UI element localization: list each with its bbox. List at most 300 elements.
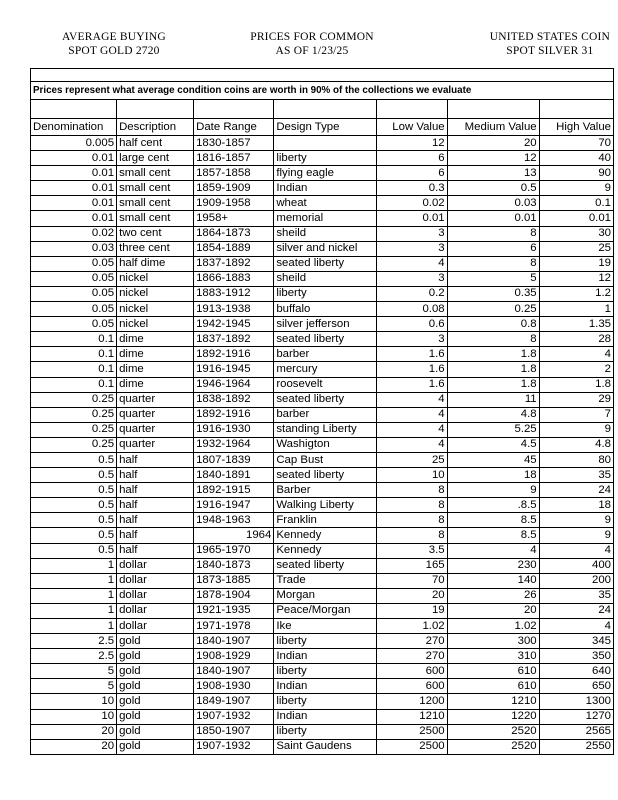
cell-medium-value: 310	[447, 649, 539, 664]
table-row	[31, 302, 613, 317]
cell-high-value: 24	[539, 483, 613, 498]
cell-high-value: 1.2	[539, 286, 613, 301]
cell-high-value: 1	[539, 302, 613, 317]
cell-high-value: 9	[539, 513, 613, 528]
cell-design-type: Indian	[274, 709, 377, 724]
cell-medium-value: 0.25	[447, 302, 539, 317]
cell-design-type: seated liberty	[274, 468, 377, 483]
cell-description: quarter	[117, 392, 194, 407]
cell-design-type: memorial	[274, 211, 377, 226]
cell-low-value: 1.02	[377, 619, 448, 634]
cell-date-range: 1816-1857	[194, 151, 274, 166]
table-row	[31, 332, 613, 347]
cell-design-type: Kennedy	[274, 543, 377, 558]
cell-high-value: 90	[539, 166, 613, 181]
cell-medium-value: 4	[447, 543, 539, 558]
blank-cell	[447, 100, 539, 119]
cell-date-range: 1892-1915	[194, 483, 274, 498]
cell-medium-value: 5	[447, 271, 539, 286]
cell-high-value: 2565	[539, 724, 613, 739]
header-right	[490, 30, 610, 58]
table-row	[31, 136, 613, 151]
cell-low-value: 165	[377, 558, 448, 573]
blank-row	[31, 100, 613, 119]
cell-description: half	[117, 513, 194, 528]
cell-date-range: 1840-1907	[194, 634, 274, 649]
cell-low-value: 1.6	[377, 362, 448, 377]
cell-denomination: 0.5	[31, 543, 117, 558]
table-row	[31, 166, 613, 181]
cell-denomination: 0.5	[31, 528, 117, 543]
cell-design-type: sheild	[274, 271, 377, 286]
cell-description: dime	[117, 347, 194, 362]
cell-high-value: 80	[539, 452, 613, 467]
cell-description: gold	[117, 694, 194, 709]
cell-high-value: 35	[539, 588, 613, 603]
blank-cell	[31, 100, 117, 119]
blank-cell	[539, 100, 613, 119]
cell-design-type: Saint Gaudens	[274, 739, 377, 754]
table-row	[31, 739, 613, 754]
cell-date-range: 1921-1935	[194, 603, 274, 618]
cell-denomination: 1	[31, 619, 117, 634]
cell-high-value: 7	[539, 407, 613, 422]
cell-medium-value: 8	[447, 332, 539, 347]
cell-denomination: 0.01	[31, 166, 117, 181]
cell-date-range: 1859-1909	[194, 181, 274, 196]
cell-design-type: Indian	[274, 181, 377, 196]
price-sheet	[30, 68, 614, 755]
cell-design-type: Trade	[274, 573, 377, 588]
col-header-medium-value: Medium Value	[447, 119, 539, 136]
table-row	[31, 528, 613, 543]
cell-low-value: 0.6	[377, 317, 448, 332]
cell-high-value: 12	[539, 271, 613, 286]
cell-design-type: Franklin	[274, 513, 377, 528]
cell-high-value: 1270	[539, 709, 613, 724]
cell-design-type: seated liberty	[274, 256, 377, 271]
cell-low-value: 6	[377, 151, 448, 166]
cell-date-range: 1971-1978	[194, 619, 274, 634]
cell-description: two cent	[117, 226, 194, 241]
cell-description: gold	[117, 649, 194, 664]
table-row	[31, 709, 613, 724]
cell-high-value: 29	[539, 392, 613, 407]
cell-date-range: 1907-1932	[194, 709, 274, 724]
cell-description: small cent	[117, 196, 194, 211]
cell-high-value: 4.8	[539, 437, 613, 452]
cell-design-type: standing Liberty	[274, 422, 377, 437]
cell-design-type: seated liberty	[274, 392, 377, 407]
blank-cell	[117, 100, 194, 119]
cell-high-value: 18	[539, 498, 613, 513]
table-row	[31, 317, 613, 332]
cell-design-type: seated liberty	[274, 558, 377, 573]
table-row	[31, 724, 613, 739]
cell-design-type: Ike	[274, 619, 377, 634]
cell-medium-value: 11	[447, 392, 539, 407]
col-header-low-value: Low Value	[377, 119, 448, 136]
cell-medium-value: 20	[447, 136, 539, 151]
table-row	[31, 226, 613, 241]
header-middle-line-1: PRICES FOR COMMON	[250, 31, 374, 43]
cell-medium-value: 8.5	[447, 513, 539, 528]
table-row	[31, 181, 613, 196]
cell-denomination: 0.5	[31, 498, 117, 513]
table-row	[31, 513, 613, 528]
cell-description: half	[117, 543, 194, 558]
cell-medium-value: 26	[447, 588, 539, 603]
cell-denomination: 1	[31, 573, 117, 588]
cell-medium-value: 300	[447, 634, 539, 649]
cell-date-range: 1840-1907	[194, 664, 274, 679]
cell-high-value: 1.35	[539, 317, 613, 332]
cell-high-value: 70	[539, 136, 613, 151]
cell-low-value: 3	[377, 271, 448, 286]
cell-date-range: 1909-1958	[194, 196, 274, 211]
cell-denomination: 0.05	[31, 271, 117, 286]
table-row	[31, 498, 613, 513]
cell-design-type: Morgan	[274, 588, 377, 603]
table-row	[31, 573, 613, 588]
cell-low-value: 8	[377, 528, 448, 543]
cell-denomination: 0.05	[31, 302, 117, 317]
cell-description: dime	[117, 377, 194, 392]
cell-design-type: buffalo	[274, 302, 377, 317]
cell-medium-value: 13	[447, 166, 539, 181]
empty-grid-row	[31, 69, 613, 82]
cell-design-type	[274, 136, 377, 151]
cell-denomination: 0.25	[31, 407, 117, 422]
cell-medium-value: 610	[447, 679, 539, 694]
cell-denomination: 0.1	[31, 377, 117, 392]
cell-medium-value: 5.25	[447, 422, 539, 437]
cell-date-range: 1942-1945	[194, 317, 274, 332]
cell-denomination: 1	[31, 588, 117, 603]
cell-design-type: silver and nickel	[274, 241, 377, 256]
cell-high-value: 640	[539, 664, 613, 679]
cell-design-type: mercury	[274, 362, 377, 377]
table-row	[31, 452, 613, 467]
cell-medium-value: 1210	[447, 694, 539, 709]
cell-low-value: 6	[377, 166, 448, 181]
cell-design-type: barber	[274, 407, 377, 422]
cell-medium-value: 1.8	[447, 362, 539, 377]
cell-denomination: 0.05	[31, 256, 117, 271]
cell-design-type: liberty	[274, 151, 377, 166]
cell-high-value: 2550	[539, 739, 613, 754]
cell-date-range: 1892-1916	[194, 407, 274, 422]
cell-low-value: 4	[377, 407, 448, 422]
cell-low-value: 70	[377, 573, 448, 588]
table-row	[31, 634, 613, 649]
cell-denomination: 2.5	[31, 649, 117, 664]
cell-medium-value: 610	[447, 664, 539, 679]
cell-design-type: sheild	[274, 226, 377, 241]
cell-description: half	[117, 483, 194, 498]
cell-low-value: 2500	[377, 724, 448, 739]
cell-date-range: 1916-1930	[194, 422, 274, 437]
cell-low-value: 10	[377, 468, 448, 483]
cell-description: dollar	[117, 573, 194, 588]
cell-low-value: 4	[377, 392, 448, 407]
cell-medium-value: 0.03	[447, 196, 539, 211]
cell-medium-value: 8	[447, 226, 539, 241]
cell-design-type: liberty	[274, 286, 377, 301]
cell-low-value: 0.3	[377, 181, 448, 196]
cell-medium-value: 1.02	[447, 619, 539, 634]
cell-date-range: 1837-1892	[194, 256, 274, 271]
cell-high-value: 345	[539, 634, 613, 649]
cell-date-range: 1908-1930	[194, 679, 274, 694]
cell-description: nickel	[117, 317, 194, 332]
cell-denomination: 0.5	[31, 513, 117, 528]
cell-denomination: 10	[31, 709, 117, 724]
table-row	[31, 241, 613, 256]
table-row	[31, 347, 613, 362]
cell-design-type: Kennedy	[274, 528, 377, 543]
cell-date-range: 1854-1889	[194, 241, 274, 256]
cell-date-range: 1964	[194, 528, 274, 543]
cell-denomination: 0.25	[31, 422, 117, 437]
cell-medium-value: 6	[447, 241, 539, 256]
header-right-line-2: SPOT SILVER 31	[506, 45, 594, 57]
cell-medium-value: 2520	[447, 724, 539, 739]
cell-description: half	[117, 528, 194, 543]
cell-low-value: 1210	[377, 709, 448, 724]
cell-denomination: 1	[31, 603, 117, 618]
cell-low-value: 8	[377, 483, 448, 498]
cell-design-type: liberty	[274, 724, 377, 739]
table-row	[31, 694, 613, 709]
cell-denomination: 5	[31, 664, 117, 679]
cell-medium-value: 8.5	[447, 528, 539, 543]
cell-denomination: 0.01	[31, 181, 117, 196]
table-row	[31, 211, 613, 226]
table-row	[31, 422, 613, 437]
cell-high-value: 9	[539, 422, 613, 437]
cell-medium-value: 0.35	[447, 286, 539, 301]
cell-medium-value: 230	[447, 558, 539, 573]
table-row	[31, 558, 613, 573]
cell-denomination: 0.01	[31, 211, 117, 226]
cell-date-range: 1878-1904	[194, 588, 274, 603]
cell-low-value: 0.02	[377, 196, 448, 211]
cell-design-type: seated liberty	[274, 332, 377, 347]
col-header-description: Description	[117, 119, 194, 136]
cell-design-type: Walking Liberty	[274, 498, 377, 513]
cell-low-value: 1.6	[377, 347, 448, 362]
cell-design-type: Barber	[274, 483, 377, 498]
cell-low-value: 4	[377, 256, 448, 271]
cell-date-range: 1837-1892	[194, 332, 274, 347]
cell-design-type: Cap Bust	[274, 452, 377, 467]
cell-description: half dime	[117, 256, 194, 271]
table-row	[31, 151, 613, 166]
cell-description: dollar	[117, 619, 194, 634]
cell-low-value: 8	[377, 498, 448, 513]
cell-date-range: 1840-1873	[194, 558, 274, 573]
cell-denomination: 1	[31, 558, 117, 573]
cell-low-value: 1200	[377, 694, 448, 709]
blank-cell	[274, 100, 377, 119]
table-row	[31, 407, 613, 422]
cell-date-range: 1849-1907	[194, 694, 274, 709]
table-row	[31, 256, 613, 271]
table-row	[31, 362, 613, 377]
table-row	[31, 619, 613, 634]
cell-description: gold	[117, 739, 194, 754]
cell-low-value: 4	[377, 422, 448, 437]
blank-cell	[194, 100, 274, 119]
cell-date-range: 1850-1907	[194, 724, 274, 739]
cell-denomination: 0.005	[31, 136, 117, 151]
cell-date-range: 1838-1892	[194, 392, 274, 407]
cell-medium-value: 0.01	[447, 211, 539, 226]
cell-description: nickel	[117, 271, 194, 286]
cell-low-value: 8	[377, 513, 448, 528]
table-row	[31, 377, 613, 392]
cell-design-type: liberty	[274, 694, 377, 709]
cell-high-value: 2	[539, 362, 613, 377]
cell-high-value: 9	[539, 181, 613, 196]
cell-description: small cent	[117, 211, 194, 226]
cell-denomination: 0.1	[31, 362, 117, 377]
cell-description: dollar	[117, 558, 194, 573]
cell-denomination: 5	[31, 679, 117, 694]
cell-high-value: 28	[539, 332, 613, 347]
cell-medium-value: 8	[447, 256, 539, 271]
cell-design-type: Peace/Morgan	[274, 603, 377, 618]
table-row	[31, 603, 613, 618]
cell-date-range: 1965-1970	[194, 543, 274, 558]
cell-high-value: 4	[539, 347, 613, 362]
cell-design-type: liberty	[274, 634, 377, 649]
cell-medium-value: 2520	[447, 739, 539, 754]
col-header-design-type: Design Type	[274, 119, 377, 136]
cell-low-value: 3	[377, 226, 448, 241]
table-row	[31, 664, 613, 679]
cell-low-value: 3.5	[377, 543, 448, 558]
header-middle	[232, 30, 392, 58]
table-row	[31, 543, 613, 558]
col-header-denomination: Denomination	[31, 119, 117, 136]
cell-medium-value: 18	[447, 468, 539, 483]
cell-high-value: 200	[539, 573, 613, 588]
cell-design-type: roosevelt	[274, 377, 377, 392]
cell-denomination: 0.05	[31, 286, 117, 301]
price-table-body	[31, 100, 613, 754]
cell-high-value: 19	[539, 256, 613, 271]
cell-date-range: 1873-1885	[194, 573, 274, 588]
table-row	[31, 286, 613, 301]
cell-date-range: 1807-1839	[194, 452, 274, 467]
cell-high-value: 40	[539, 151, 613, 166]
cell-description: small cent	[117, 181, 194, 196]
blank-cell	[377, 100, 448, 119]
cell-medium-value: 1.8	[447, 347, 539, 362]
cell-description: dime	[117, 332, 194, 347]
cell-denomination: 0.01	[31, 196, 117, 211]
cell-description: dollar	[117, 603, 194, 618]
cell-date-range: 1857-1858	[194, 166, 274, 181]
table-row	[31, 392, 613, 407]
header-middle-line-2: AS OF 1/23/25	[275, 45, 349, 57]
cell-low-value: 270	[377, 649, 448, 664]
cell-date-range: 1916-1947	[194, 498, 274, 513]
cell-low-value: 0.2	[377, 286, 448, 301]
cell-date-range: 1948-1963	[194, 513, 274, 528]
cell-description: gold	[117, 709, 194, 724]
cell-date-range: 1932-1964	[194, 437, 274, 452]
cell-description: gold	[117, 634, 194, 649]
table-row	[31, 437, 613, 452]
column-header-row	[31, 119, 613, 136]
cell-design-type: Indian	[274, 679, 377, 694]
cell-description: small cent	[117, 166, 194, 181]
cell-denomination: 20	[31, 739, 117, 754]
cell-design-type: flying eagle	[274, 166, 377, 181]
table-row	[31, 468, 613, 483]
cell-description: dollar	[117, 588, 194, 603]
cell-low-value: 3	[377, 332, 448, 347]
cell-denomination: 20	[31, 724, 117, 739]
cell-low-value: 1.6	[377, 377, 448, 392]
cell-description: half	[117, 498, 194, 513]
cell-date-range: 1908-1929	[194, 649, 274, 664]
cell-high-value: 25	[539, 241, 613, 256]
cell-high-value: 1.8	[539, 377, 613, 392]
cell-date-range: 1907-1932	[194, 739, 274, 754]
cell-description: gold	[117, 724, 194, 739]
cell-date-range: 1916-1945	[194, 362, 274, 377]
cell-high-value: 35	[539, 468, 613, 483]
cell-low-value: 600	[377, 679, 448, 694]
cell-medium-value: 0.5	[447, 181, 539, 196]
price-table	[31, 100, 613, 755]
cell-medium-value: 20	[447, 603, 539, 618]
cell-low-value: 0.01	[377, 211, 448, 226]
cell-low-value: 12	[377, 136, 448, 151]
cell-high-value: 4	[539, 543, 613, 558]
cell-high-value: 9	[539, 528, 613, 543]
cell-description: half cent	[117, 136, 194, 151]
cell-date-range: 1883-1912	[194, 286, 274, 301]
cell-date-range: 1958+	[194, 211, 274, 226]
cell-description: nickel	[117, 286, 194, 301]
table-row	[31, 649, 613, 664]
cell-design-type: wheat	[274, 196, 377, 211]
cell-medium-value: 0.8	[447, 317, 539, 332]
cell-denomination: 0.25	[31, 392, 117, 407]
cell-denomination: 0.5	[31, 452, 117, 467]
cell-description: three cent	[117, 241, 194, 256]
cell-denomination: 0.25	[31, 437, 117, 452]
cell-date-range: 1892-1916	[194, 347, 274, 362]
cell-high-value: 24	[539, 603, 613, 618]
header-left	[62, 30, 166, 58]
table-row	[31, 196, 613, 211]
cell-description: quarter	[117, 422, 194, 437]
cell-date-range: 1840-1891	[194, 468, 274, 483]
cell-low-value: 2500	[377, 739, 448, 754]
cell-description: large cent	[117, 151, 194, 166]
cell-low-value: 19	[377, 603, 448, 618]
cell-denomination: 0.1	[31, 347, 117, 362]
header-right-line-1: UNITED STATES COIN	[489, 31, 610, 43]
cell-low-value: 3	[377, 241, 448, 256]
cell-high-value: 30	[539, 226, 613, 241]
